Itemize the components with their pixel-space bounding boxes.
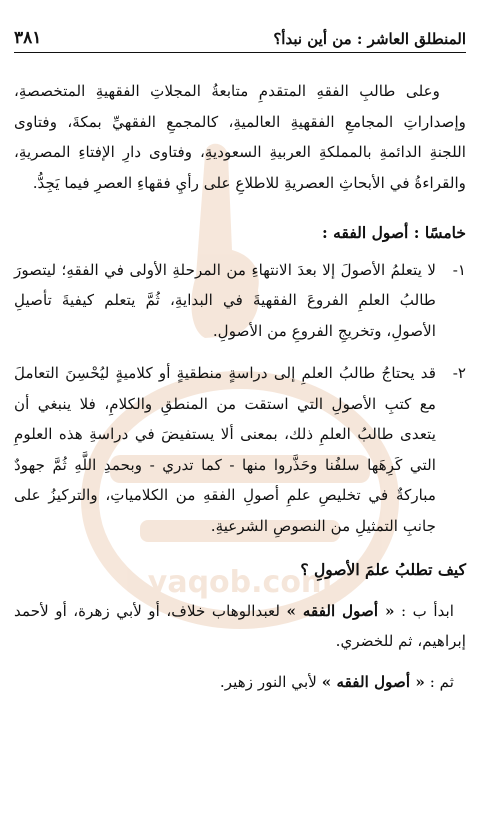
item-number: ١- bbox=[452, 260, 466, 279]
step-rest: لعبدالوهاب خلاف، أو لأبي زهرة، أو لأحمد إبراهيم، ثم للخضري. bbox=[14, 601, 466, 650]
list-item bbox=[14, 255, 466, 347]
step-lead: ابدأ ب : bbox=[394, 601, 454, 620]
header-rule bbox=[14, 52, 466, 53]
intro-paragraph: وعلى طالبِ الفقهِ المتقدمِ متابعةُ المجلاتِ الفقهيةِ المتخصصةِ، وإصداراتِ المجامعِ الفقهيةِ العالميةِ، كالمجمعِ الفقهيِّ بمكةَ، وفتاوى اللجنةِ الدائمةِ بالمملكةِ العربيةِ السعوديةِ، وفتاوى دارِ الإفتاءِ المصريةِ، والقراءةُ في الأبحاثِ العصريةِ للاطلاعِ على رأيِ فقهاءِ العصرِ فيما يَجِدُّ. bbox=[14, 82, 466, 192]
item-text: قد يحتاجُ طالبُ العلمِ إلى دراسةٍ منطقيةٍ أو كلاميةٍ ليُحْسِنَ التعاملَ مع كتبِ الأصولِ التي استقت من المنطقِ والكلامِ، فلا ينبغي أن يتعدى طالبُ العلمِ ذلك، بمعنى ألا يستفيضَ في دراسةِ هذه العلومِ التي كَرِهَها سلفُنا وحَذَّروا منها - كما تدري - وبحمدِ اللَّهِ ثُمَّ جهودٌ مباركةٌ في تخليصِ علمِ أصولِ الفقهِ من الكلامياتِ، والتركيزُ على جانبِ التمثيلِ من النصوصِ الشرعيةِ. bbox=[14, 364, 436, 535]
item-text: لا يتعلمُ الأصولَ إلا بعدَ الانتهاءِ من المرحلةِ الأولى في الفقهِ؛ ليتصورَ طالبُ العلمِ الفروعَ الفقهيةَ في البدايةِ، ثُمَّ يتعلم كيفيةَ تأصيلِ الأصولِ، وتخريجِ الفروعِ من الأصولِ. bbox=[14, 260, 436, 340]
book-title: « أصول الفقه » bbox=[321, 672, 425, 691]
step-lead: ثم : bbox=[424, 672, 454, 691]
item-number: ٢- bbox=[452, 364, 466, 382]
step-rest: لأبي النور زهير. bbox=[219, 672, 322, 691]
question-heading: كيف تطلبُ علمَ الأصولِ ؟ bbox=[300, 560, 466, 579]
running-title: المنطلق العاشر : من أين نبدأ؟ bbox=[273, 30, 466, 48]
svg-text:yaqob.com: yaqob.com bbox=[147, 565, 333, 600]
list-item bbox=[14, 358, 466, 541]
page-number: ٣٨١ bbox=[14, 28, 42, 48]
page-header bbox=[14, 22, 466, 48]
page-body bbox=[14, 76, 466, 697]
reading-step bbox=[14, 596, 466, 657]
book-title: « أصول الفقه » bbox=[286, 601, 395, 620]
reading-step bbox=[14, 667, 466, 698]
section-heading: خامسًا : أصول الفقه : bbox=[322, 223, 466, 242]
